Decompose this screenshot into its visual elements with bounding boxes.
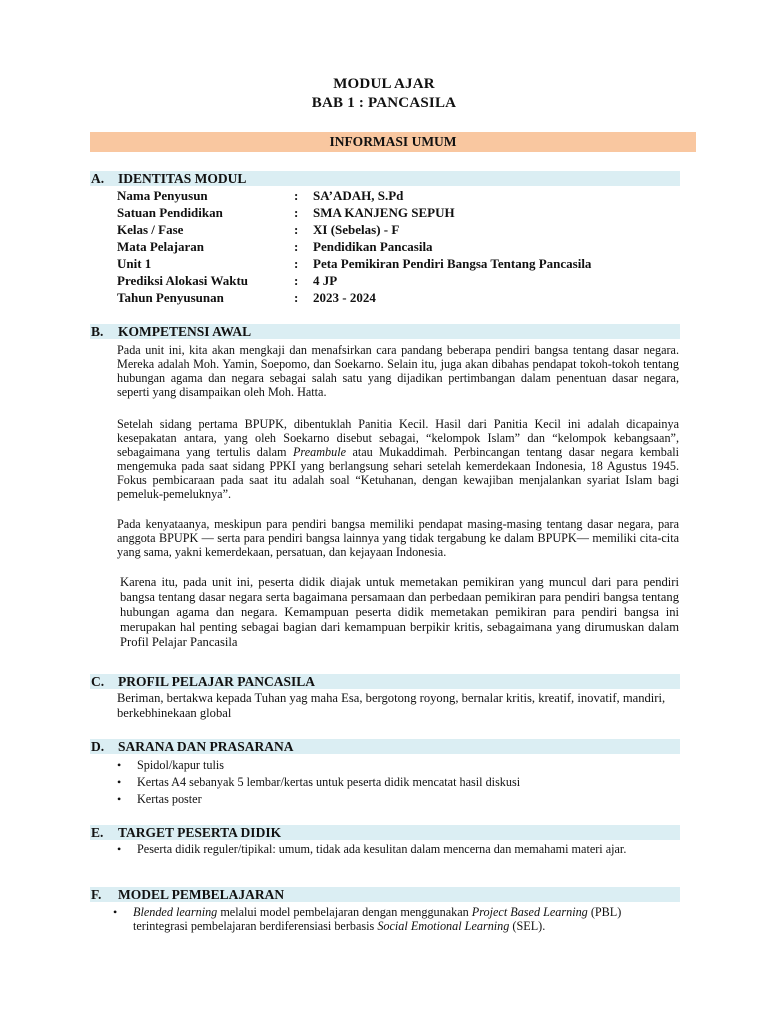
section-a-header xyxy=(90,171,680,186)
list-item-text: (SEL). xyxy=(509,919,546,933)
sarana-list xyxy=(117,757,679,808)
identity-value: SMA KANJENG SEPUH xyxy=(313,205,455,220)
section-c-header xyxy=(90,674,680,689)
kompetensi-paragraph-4: Karena itu, pada unit ini, peserta didik diajak untuk memetakan pemikiran yang muncul dari para pendiri bangsa tentang dasar negara serta bagaimana persamaan dan perbedaan pemikiran para pendiri bangsa tentang hubungan agama dan negara. Kemampuan peserta didik memetakan pemikiran para pendiri bangsa ini merupakan hal penting sebagai bagian dari kemampuan berpikir kritis, sebagaimana yang dirumuskan dalam Profil Pelajar Pancasila xyxy=(120,575,679,649)
section-d-header xyxy=(90,739,680,754)
identity-value: 4 JP xyxy=(313,273,338,288)
chapter-title: BAB 1 : PANCASILA xyxy=(311,95,457,111)
document-title: MODUL AJAR xyxy=(333,76,435,92)
bullet-icon: • xyxy=(113,905,118,919)
section-f-header xyxy=(90,887,680,902)
identity-colon: : xyxy=(294,222,299,237)
list-item-text: Kertas poster xyxy=(137,792,202,806)
bullet-icon: • xyxy=(117,758,122,772)
section-title: KOMPETENSI AWAL xyxy=(118,324,252,339)
list-item-text: Peserta didik reguler/tipikal: umum, tidak ada kesulitan dalam mencerna dan memahami materi ajar. xyxy=(137,842,627,856)
section-letter: B. xyxy=(91,324,104,339)
identity-key: Kelas / Fase xyxy=(117,222,184,237)
list-item xyxy=(117,757,679,774)
info-umum-banner: INFORMASI UMUM xyxy=(90,132,696,152)
section-title: PROFIL PELAJAR PANCASILA xyxy=(118,674,316,689)
identity-key: Mata Pelajaran xyxy=(117,239,205,254)
list-item-text: Spidol/kapur tulis xyxy=(137,758,225,772)
term-emphasis: Project Based Learning xyxy=(471,905,588,919)
section-e-header xyxy=(90,825,680,840)
identity-colon: : xyxy=(294,290,299,305)
kompetensi-paragraph-1: Pada unit ini, kita akan mengkaji dan menafsirkan cara pandang beberapa pendiri bangsa tentang dasar negara. Mereka adalah Moh. Yamin, Soepomo, dan Soekarno. Selain itu, juga akan dibahas pendapat tokoh-tokoh tentang hubungan agama dan negara sebagai salah satu yang dijadikan pertimbangan dalam penentuan dasar negara, seperti yang disampaikan oleh Moh. Hatta. xyxy=(117,343,679,399)
list-item xyxy=(117,791,679,808)
identity-colon: : xyxy=(294,188,299,203)
identity-key: Unit 1 xyxy=(117,256,152,271)
list-item xyxy=(113,905,653,933)
identity-colon: : xyxy=(294,273,299,288)
bullet-icon: • xyxy=(117,775,122,789)
bullet-icon: • xyxy=(117,842,122,856)
kompetensi-paragraph-2 xyxy=(117,417,679,501)
section-title: TARGET PESERTA DIDIK xyxy=(118,825,282,840)
target-list xyxy=(117,842,679,857)
identity-value: XI (Sebelas) - F xyxy=(313,222,400,237)
section-letter: F. xyxy=(91,887,102,902)
section-title: SARANA DAN PRASARANA xyxy=(118,739,294,754)
section-letter: D. xyxy=(91,739,105,754)
identity-key: Tahun Penyusunan xyxy=(117,290,224,305)
paragraph-emphasis: Preambule xyxy=(292,445,347,459)
term-emphasis: Social Emotional Learning xyxy=(377,919,510,933)
identity-key: Satuan Pendidikan xyxy=(117,205,223,220)
bullet-icon: • xyxy=(117,792,122,806)
identity-value: SA’ADAH, S.Pd xyxy=(313,188,404,203)
section-letter: A. xyxy=(91,171,105,186)
list-item-text: Kertas A4 sebanyak 5 lembar/kertas untuk peserta didik mencatat hasil diskusi xyxy=(137,775,521,789)
identity-value: Peta Pemikiran Pendiri Bangsa Tentang Pancasila xyxy=(313,256,592,271)
section-letter: E. xyxy=(91,825,104,840)
identity-key: Nama Penyusun xyxy=(117,188,208,203)
section-title: IDENTITAS MODUL xyxy=(118,171,247,186)
kompetensi-paragraph-3: Pada kenyataanya, meskipun para pendiri bangsa memiliki pendapat masing-masing tentang dasar negara, para anggota BPUPK — serta para pendiri bangsa lainnya yang tidak tergabung ke dalam BPUPK— memiliki cita-cita yang sama, yakni kemerdekaan, persatuan, dan kejayaan Indonesia. xyxy=(117,517,679,559)
term-emphasis: Blended learning xyxy=(133,905,218,919)
profil-paragraph: Beriman, bertakwa kepada Tuhan yag maha Esa, bergotong royong, bernalar kritis, kreatif, inovatif, mandiri, berkebhinekaan global xyxy=(117,691,666,720)
identity-key: Prediksi Alokasi Waktu xyxy=(117,273,249,288)
paragraph-text: atau Mukaddimah. Perbincangan tentang dasar negara kembali mengemuka pada saat sidang PPKI yang berlangsung sehari setelah kemerdekaan Indonesia, 18 Agustus 1945. Fokus pembicaraan pada saat itu adalah soal “Ketuhanan, dengan kewajiban menjalankan syariat Islam bagi pemeluk-pemeluknya”. xyxy=(117,445,680,501)
section-b-header xyxy=(90,324,680,339)
list-item-text: melalui model pembelajaran dengan menggunakan xyxy=(217,905,472,919)
section-letter: C. xyxy=(91,674,105,689)
identity-colon: : xyxy=(294,205,299,220)
list-item-text: (PBL) terintegrasi pembelajaran berdiferensiasi berbasis xyxy=(133,905,622,933)
identity-value: 2023 - 2024 xyxy=(313,290,376,305)
section-title: MODEL PEMBELAJARAN xyxy=(118,887,285,902)
paragraph-text: Setelah sidang pertama BPUPK, dibentuklah Panitia Kecil. Hasil dari Panitia Kecil ini adalah dicapainya kesepakatan antara, yang oleh Soekarno disebut sebagai, “kelompok Islam” dan “kelompok kebangsaan”, sebagaimana yang tertulis dalam xyxy=(117,417,679,459)
list-item xyxy=(117,842,679,857)
identity-value: Pendidikan Pancasila xyxy=(313,239,433,254)
identity-colon: : xyxy=(294,256,299,271)
identity-colon: : xyxy=(294,239,299,254)
list-item xyxy=(117,774,679,791)
model-list xyxy=(113,905,653,933)
